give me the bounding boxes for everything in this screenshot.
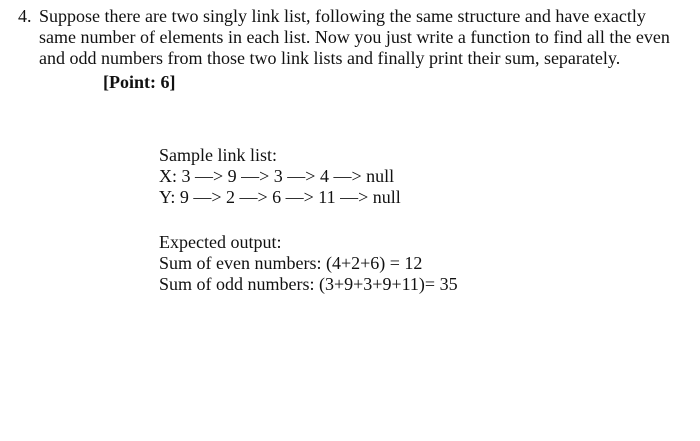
even-sum-line: Sum of even numbers: (4+2+6) = 12 [159, 253, 423, 273]
sample-link-list [159, 145, 401, 208]
question-number: 4. [18, 6, 32, 26]
list-y: Y: 9 —> 2 —> 6 —> 11 —> null [159, 187, 401, 207]
question-line: and odd numbers from those two link lists and finally print their sum, separately. [39, 48, 621, 68]
odd-sum-line: Sum of odd numbers: (3+9+3+9+11)= 35 [159, 274, 458, 294]
question-line: Suppose there are two singly link list, following the same structure and have exactly [39, 6, 646, 26]
question-block [18, 6, 690, 69]
question-text [39, 6, 690, 69]
expected-output [159, 232, 458, 295]
output-heading: Expected output: [159, 232, 282, 252]
sample-heading: Sample link list: [159, 145, 278, 165]
points-label: [Point: 6] [103, 72, 176, 92]
list-x: X: 3 —> 9 —> 3 —> 4 —> null [159, 166, 395, 186]
question-line: same number of elements in each list. Now you just write a function to find all the even [39, 27, 670, 47]
